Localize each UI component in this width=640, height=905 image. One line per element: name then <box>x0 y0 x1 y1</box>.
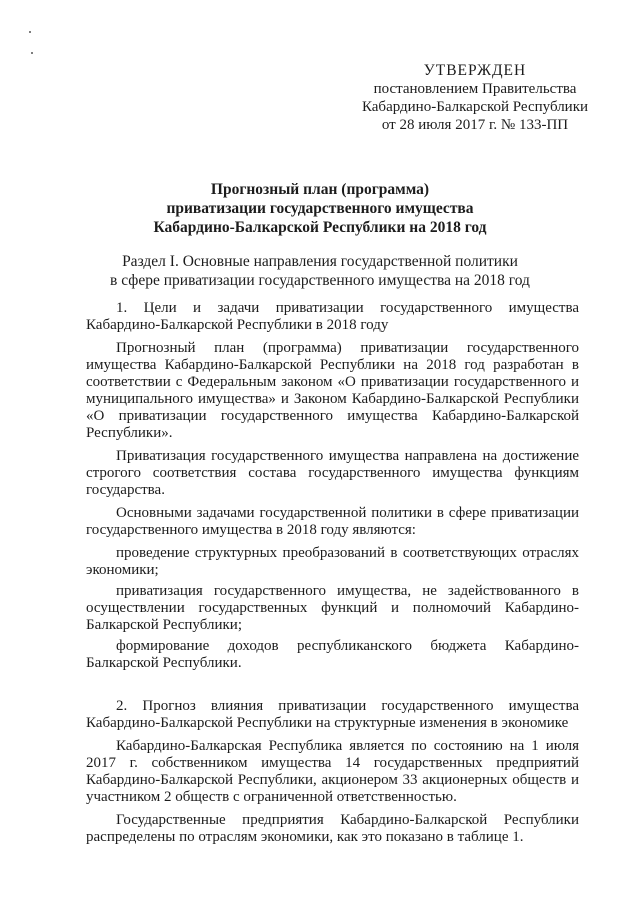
section-line: Раздел I. Основные направления государственной политики <box>122 253 518 270</box>
title-line: Прогнозный план (программа) <box>210 181 430 198</box>
paragraph: Приватизация государственного имущества направлена на достижение строгого соответствия состава государственного имущества функциям государства. <box>86 448 579 498</box>
scan-speck <box>29 31 31 33</box>
list-item: проведение структурных преобразований в соответствующих отраслях экономики; <box>86 545 579 578</box>
title-line: приватизации государственного имущества <box>166 200 474 217</box>
section-line: в сфере приватизации государственного имущества на 2018 год <box>110 272 530 289</box>
document-title <box>60 180 580 237</box>
section-heading <box>60 252 580 290</box>
subsection-heading: 1. Цели и задачи приватизации государственного имущества Кабардино-Балкарской Республики в 2018 году <box>86 300 579 333</box>
subsection-heading: 2. Прогноз влияния приватизации государственного имущества Кабардино-Балкарской Республики на структурные изменения в экономике <box>86 698 579 731</box>
paragraph: Прогнозный план (программа) приватизации государственного имущества Кабардино-Балкарской Республики на 2018 год разработан в соответствии с Федеральным законом «О приватизации государственного и муниципального имущества» и Законом Кабардино-Балкарской Республики «О приватизации государственного имущества Кабардино-Балкарской Республики». <box>86 340 579 441</box>
paragraph: Основными задачами государственной политики в сфере приватизации государственного имущества в 2018 году являются: <box>86 505 579 538</box>
paragraph: Государственные предприятия Кабардино-Балкарской Республики распределены по отраслям экономики, как это показано в таблице 1. <box>86 812 579 845</box>
paragraph: Кабардино-Балкарская Республика является по состоянию на 1 июля 2017 г. собственником имущества 14 государственных предприятий Кабардино-Балкарской Республики, акционером 33 акционерных обществ и участником 2 обществ с ограниченной ответственностью. <box>86 738 579 805</box>
approval-date: от 28 июля 2017 г. № 133-ПП <box>381 117 569 133</box>
list-item: формирование доходов республиканского бюджета Кабардино-Балкарской Республики. <box>86 638 579 671</box>
approval-line: Кабардино-Балкарской Республики <box>361 99 589 115</box>
approval-block <box>340 62 610 134</box>
title-line: Кабардино-Балкарской Республики на 2018 год <box>153 219 487 236</box>
list-item: приватизация государственного имущества, не задействованного в осуществлении государственных функций и полномочий Кабардино-Балкарской Республики; <box>86 583 579 633</box>
scan-speck <box>31 52 33 54</box>
approval-line: постановлением Правительства <box>373 81 577 97</box>
approval-stamp: УТВЕРЖДЕН <box>423 62 527 79</box>
document-body <box>86 300 579 852</box>
